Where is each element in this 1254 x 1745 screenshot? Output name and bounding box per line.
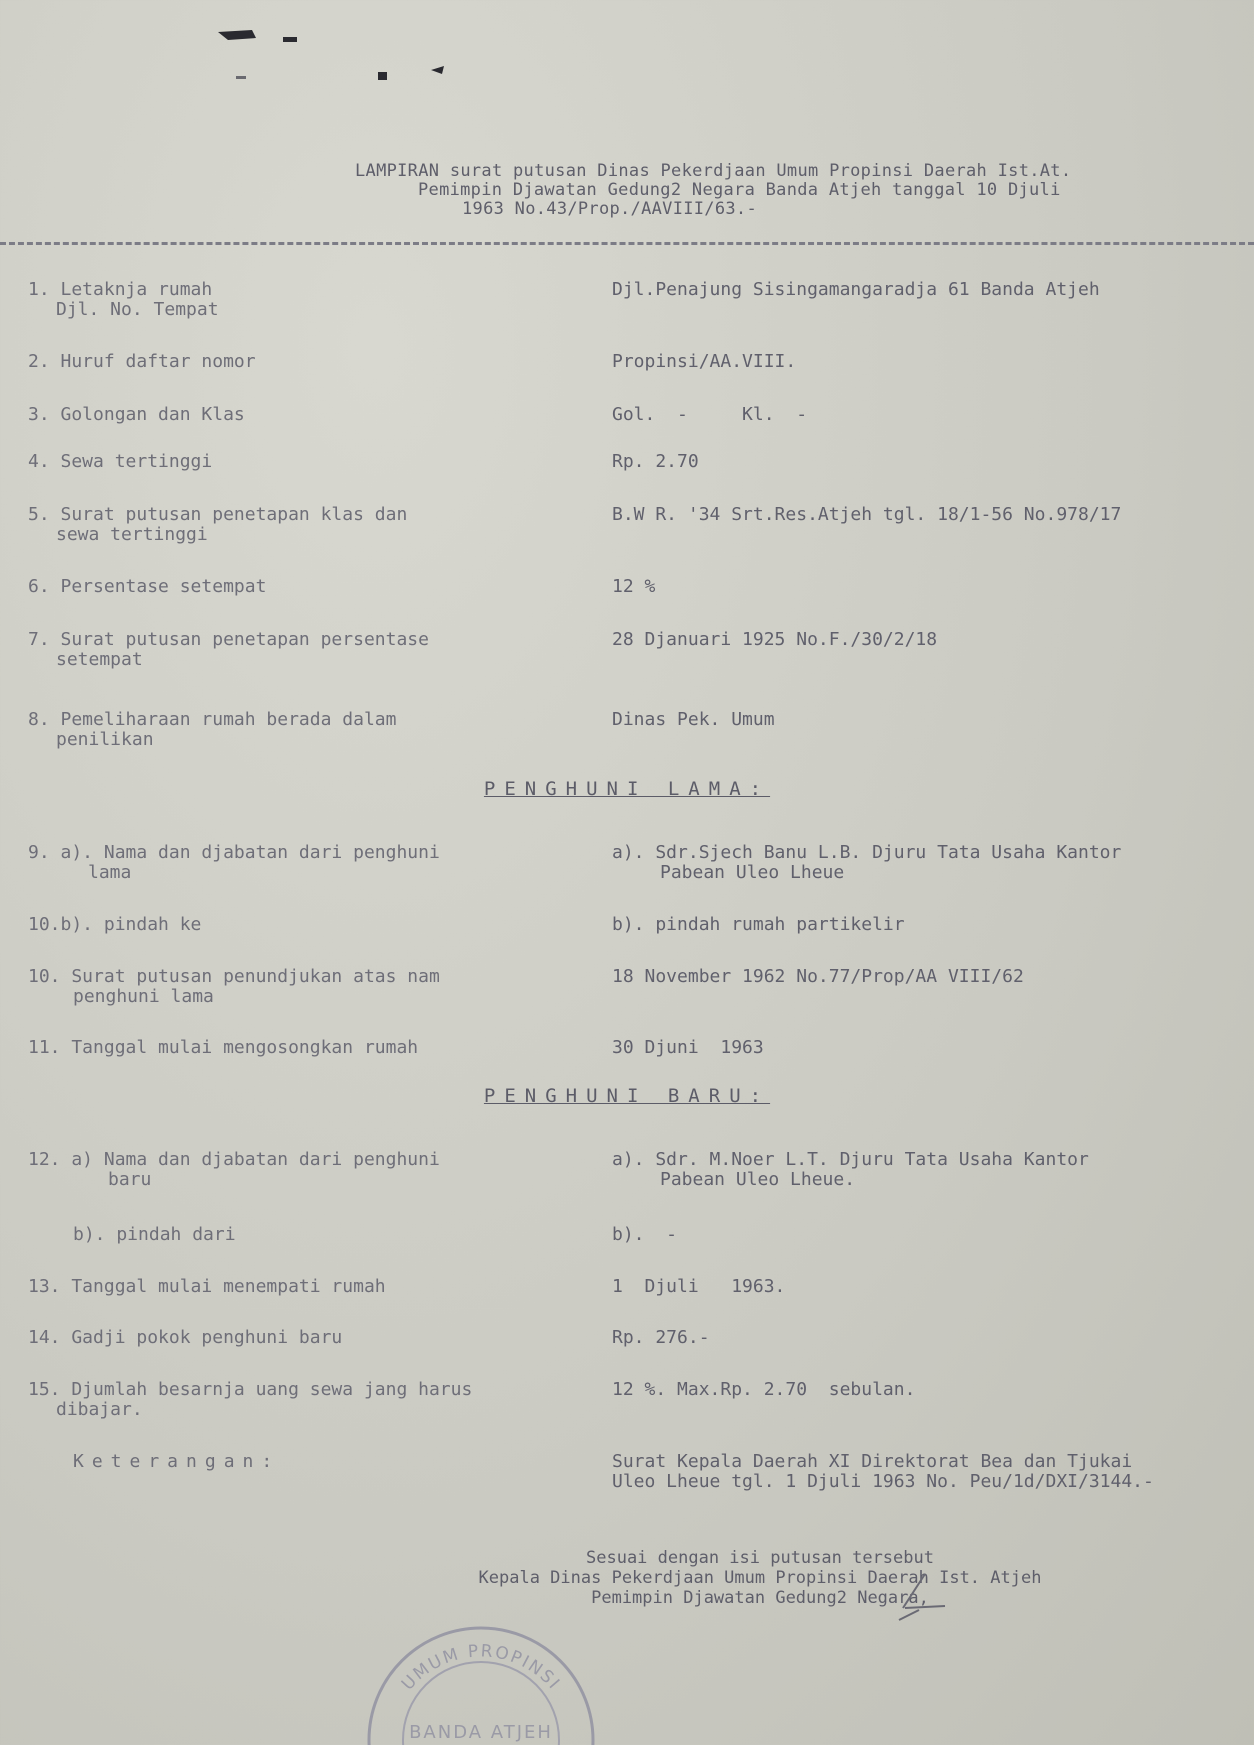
row-label: 9. a). Nama dan djabatan dari penghuni bbox=[28, 842, 440, 863]
row-label: 8. Pemeliharaan rumah berada dalam bbox=[28, 709, 397, 730]
ink-speck bbox=[378, 72, 387, 80]
stamp-text-bottom: BANDA ATJEH bbox=[409, 1722, 553, 1743]
row-label: 10. Surat putusan penundjukan atas nam bbox=[28, 966, 440, 987]
closing-line-1: Sesuai dengan isi putusan tersebut bbox=[586, 1548, 934, 1568]
row-label: 15. Djumlah besarnja uang sewa jang harus bbox=[28, 1379, 473, 1400]
row-value: 12 % bbox=[612, 576, 656, 597]
row-value: Rp. 276.- bbox=[612, 1327, 710, 1348]
header-line-2: Pemimpin Djawatan Gedung2 Negara Banda Atjeh tanggal 10 Djuli bbox=[418, 180, 1061, 200]
closing-block bbox=[380, 1548, 1140, 1608]
section-penghuni-baru: PENGHUNI BARU: bbox=[483, 1085, 771, 1107]
keterangan-label: Keterangan: bbox=[73, 1451, 281, 1472]
row-label: b). pindah dari bbox=[73, 1224, 236, 1245]
row-label: 4. Sewa tertinggi bbox=[28, 451, 213, 472]
row-value: a). Sdr. M.Noer L.T. Djuru Tata Usaha Kantor bbox=[612, 1149, 1089, 1170]
row-value: Propinsi/AA.VIII. bbox=[612, 351, 797, 372]
row-label-cont: sewa tertinggi bbox=[56, 524, 208, 545]
header-line-1: LAMPIRAN surat putusan Dinas Pekerdjaan Umum Propinsi Daerah Ist.At. bbox=[355, 161, 1072, 181]
row-value: b). pindah rumah partikelir bbox=[612, 914, 905, 935]
keterangan-value-cont: Uleo Lheue tgl. 1 Djuli 1963 No. Peu/1d/DXI/3144.- bbox=[612, 1471, 1154, 1492]
row-label: 2. Huruf daftar nomor bbox=[28, 351, 256, 372]
row-label: 3. Golongan dan Klas bbox=[28, 404, 245, 425]
header-divider bbox=[0, 242, 1254, 245]
row-label-cont: baru bbox=[108, 1169, 152, 1190]
row-value: Gol. - Kl. - bbox=[612, 404, 808, 425]
ink-speck bbox=[218, 30, 256, 40]
row-label: 6. Persentase setempat bbox=[28, 576, 267, 597]
section-penghuni-lama: PENGHUNI LAMA: bbox=[483, 778, 771, 800]
closing-line-3: Pemimpin Djawatan Gedung2 Negara, bbox=[591, 1588, 929, 1608]
closing-line-2: Kepala Dinas Pekerdjaan Umum Propinsi Daerah Ist. Atjeh bbox=[478, 1568, 1042, 1588]
row-label-cont: lama bbox=[88, 862, 132, 883]
row-label: 12. a) Nama dan djabatan dari penghuni bbox=[28, 1149, 440, 1170]
row-label-cont: dibajar. bbox=[56, 1399, 143, 1420]
row-label: 1. Letaknja rumah bbox=[28, 279, 213, 300]
row-value: 18 November 1962 No.77/Prop/AA VIII/62 bbox=[612, 966, 1024, 987]
row-value: 30 Djuni 1963 bbox=[612, 1037, 764, 1058]
row-value: a). Sdr.Sjech Banu L.B. Djuru Tata Usaha Kantor bbox=[612, 842, 1122, 863]
row-value: Dinas Pek. Umum bbox=[612, 709, 775, 730]
official-stamp bbox=[360, 1600, 600, 1745]
row-value: 28 Djanuari 1925 No.F./30/2/18 bbox=[612, 629, 938, 650]
row-label-cont: setempat bbox=[56, 649, 143, 670]
row-value: 1 Djuli 1963. bbox=[612, 1276, 786, 1297]
ink-speck bbox=[236, 76, 246, 79]
row-label: 7. Surat putusan penetapan persentase bbox=[28, 629, 429, 650]
row-label: 13. Tanggal mulai menempati rumah bbox=[28, 1276, 386, 1297]
signature-mark bbox=[885, 1568, 965, 1628]
row-value: 12 %. Max.Rp. 2.70 sebulan. bbox=[612, 1379, 916, 1400]
stamp-text-top: UMUM PROPINSI bbox=[397, 1641, 565, 1695]
row-label-cont: penghuni lama bbox=[73, 986, 214, 1007]
document-header bbox=[355, 162, 1254, 219]
row-value: b). - bbox=[612, 1224, 678, 1245]
keterangan-value: Surat Kepala Daerah XI Direktorat Bea dan Tjukai bbox=[612, 1451, 1133, 1472]
ink-speck bbox=[431, 66, 444, 74]
row-value-cont: Pabean Uleo Lheue. bbox=[660, 1169, 856, 1190]
row-value-cont: Pabean Uleo Lheue bbox=[660, 862, 845, 883]
row-label: 5. Surat putusan penetapan klas dan bbox=[28, 504, 408, 525]
row-value: B.W R. '34 Srt.Res.Atjeh tgl. 18/1-56 No.978/17 bbox=[612, 504, 1122, 525]
row-label-cont: Djl. No. Tempat bbox=[56, 299, 219, 320]
row-value: Djl.Penajung Sisingamangaradja 61 Banda Atjeh bbox=[612, 279, 1100, 300]
row-label: 14. Gadji pokok penghuni baru bbox=[28, 1327, 343, 1348]
header-line-3: 1963 No.43/Prop./AAVIII/63.- bbox=[462, 199, 757, 219]
row-label: 10.b). pindah ke bbox=[28, 914, 202, 935]
row-label: 11. Tanggal mulai mengosongkan rumah bbox=[28, 1037, 419, 1058]
ink-speck bbox=[283, 37, 297, 42]
row-label-cont: penilikan bbox=[56, 729, 154, 750]
signature-stroke bbox=[899, 1574, 945, 1620]
row-value: Rp. 2.70 bbox=[612, 451, 699, 472]
